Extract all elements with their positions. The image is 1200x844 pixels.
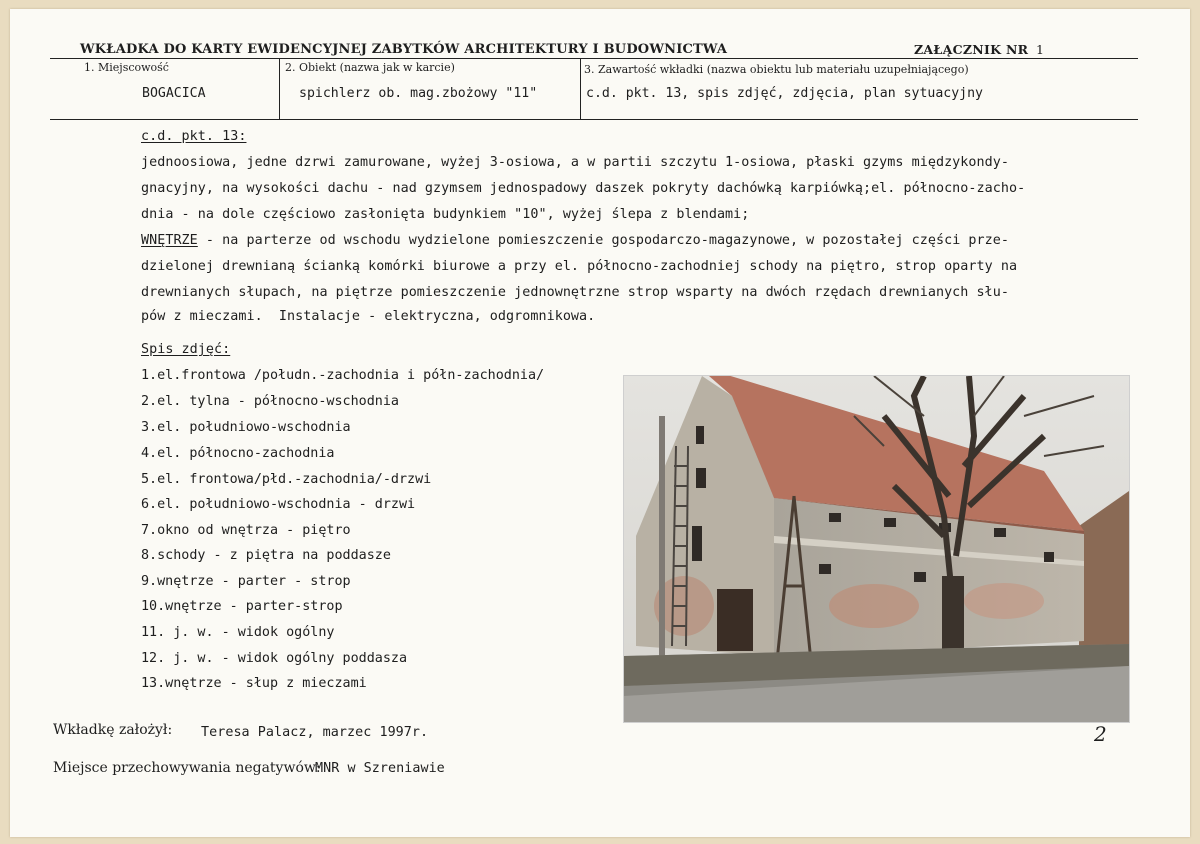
interior-line-3: drewnianych słupach, na piętrze pomieszczenie jednownętrzne strop wsparty na dwóch rzędach drewnianych słu- — [141, 285, 1009, 300]
author-value: Teresa Palacz, marzec 1997r. — [201, 725, 429, 740]
granary-photo — [623, 375, 1130, 723]
annex-label — [914, 42, 1044, 57]
content-value: c.d. pkt. 13, spis zdjęć, zdjęcia, plan sytuacyjny — [586, 86, 983, 101]
continuation-line-2: gnacyjny, na wysokości dachu - nad gzymsem jednospadowy daszek pokryty dachówką karpiówką;el. północno-zacho- — [141, 181, 1026, 196]
photo-number: 2 — [1094, 722, 1107, 746]
storage-label: Miejsce przechowywania negatywów: — [53, 760, 321, 776]
header-divider-1 — [279, 58, 280, 119]
photo-list-item: 12. j. w. - widok ogólny poddasza — [141, 651, 408, 666]
photo-list-item: 11. j. w. - widok ogólny — [141, 625, 335, 640]
header-top-rule — [50, 58, 1138, 59]
author-label: Wkładkę założył: — [53, 722, 173, 738]
continuation-line-1: jednoosiowa, jedne dzrwi zamurowane, wyżej 3-osiowa, a w partii szczytu 1-osiowa, płaski gzyms międzykondy- — [141, 155, 1009, 170]
storage-value: MNR w Szreniawie — [315, 761, 445, 776]
photo-list-item: 9.wnętrze - parter - strop — [141, 574, 351, 589]
form-title: WKŁADKA DO KARTY EWIDENCYJNEJ ZABYTKÓW ARCHITEKTURY I BUDOWNICTWA — [80, 42, 728, 57]
photo-list-item: 4.el. północno-zachodnia — [141, 446, 335, 461]
content-label: 3. Zawartość wkładki (nazwa obiektu lub materiału uzupełniającego) — [584, 63, 969, 76]
interior-heading: WNĘTRZE — [141, 233, 198, 248]
photo-list-item: 7.okno od wnętrza - piętro — [141, 523, 351, 538]
place-value: BOGACICA — [142, 86, 206, 101]
continuation-line-3: dnia - na dole częściowo zasłonięta budynkiem "10", wyżej ślepa z blendami; — [141, 207, 750, 222]
place-label: 1. Miejscowość — [84, 61, 169, 74]
granary-photo-drawing — [624, 376, 1129, 722]
continuation-heading: c.d. pkt. 13: — [141, 129, 247, 144]
annex-number: 1 — [1036, 42, 1045, 57]
photo-list-item: 3.el. południowo-wschodnia — [141, 420, 351, 435]
object-value: spichlerz ob. mag.zbożowy "11" — [299, 86, 538, 101]
photo-list-item: 13.wnętrze - słup z mieczami — [141, 676, 367, 691]
interior-line-2: dzielonej drewnianą ścianką komórki biurowe a przy el. północno-zachodniej schody na piętro, strop oparty na — [141, 259, 1018, 274]
annex-text: ZAŁĄCZNIK NR — [914, 42, 1029, 57]
photo-list-item: 6.el. południowo-wschodnia - drzwi — [141, 497, 416, 512]
photo-list-item: 10.wnętrze - parter-strop — [141, 599, 343, 614]
interior-line-1 — [141, 233, 1009, 248]
interior-line-4: pów z mieczami. Instalacje - elektryczna, odgromnikowa. — [141, 309, 596, 324]
header-divider-2 — [580, 58, 581, 119]
photo-list-item: 1.el.frontowa /połudn.-zachodnia i półn-zachodnia/ — [141, 368, 545, 383]
photo-list-item: 8.schody - z piętra na poddasze — [141, 548, 391, 563]
photo-list-item: 5.el. frontowa/płd.-zachodnia/-drzwi — [141, 472, 432, 487]
object-label: 2. Obiekt (nazwa jak w karcie) — [285, 61, 455, 74]
header-bottom-rule — [50, 119, 1138, 120]
photo-list-heading: Spis zdjęć: — [141, 342, 231, 357]
photo-list-item: 2.el. tylna - północno-wschodnia — [141, 394, 399, 409]
interior-first-text: - na parterze od wschodu wydzielone pomieszczenie gospodarczo-magazynowe, w pozostałej części prze- — [197, 233, 1009, 248]
